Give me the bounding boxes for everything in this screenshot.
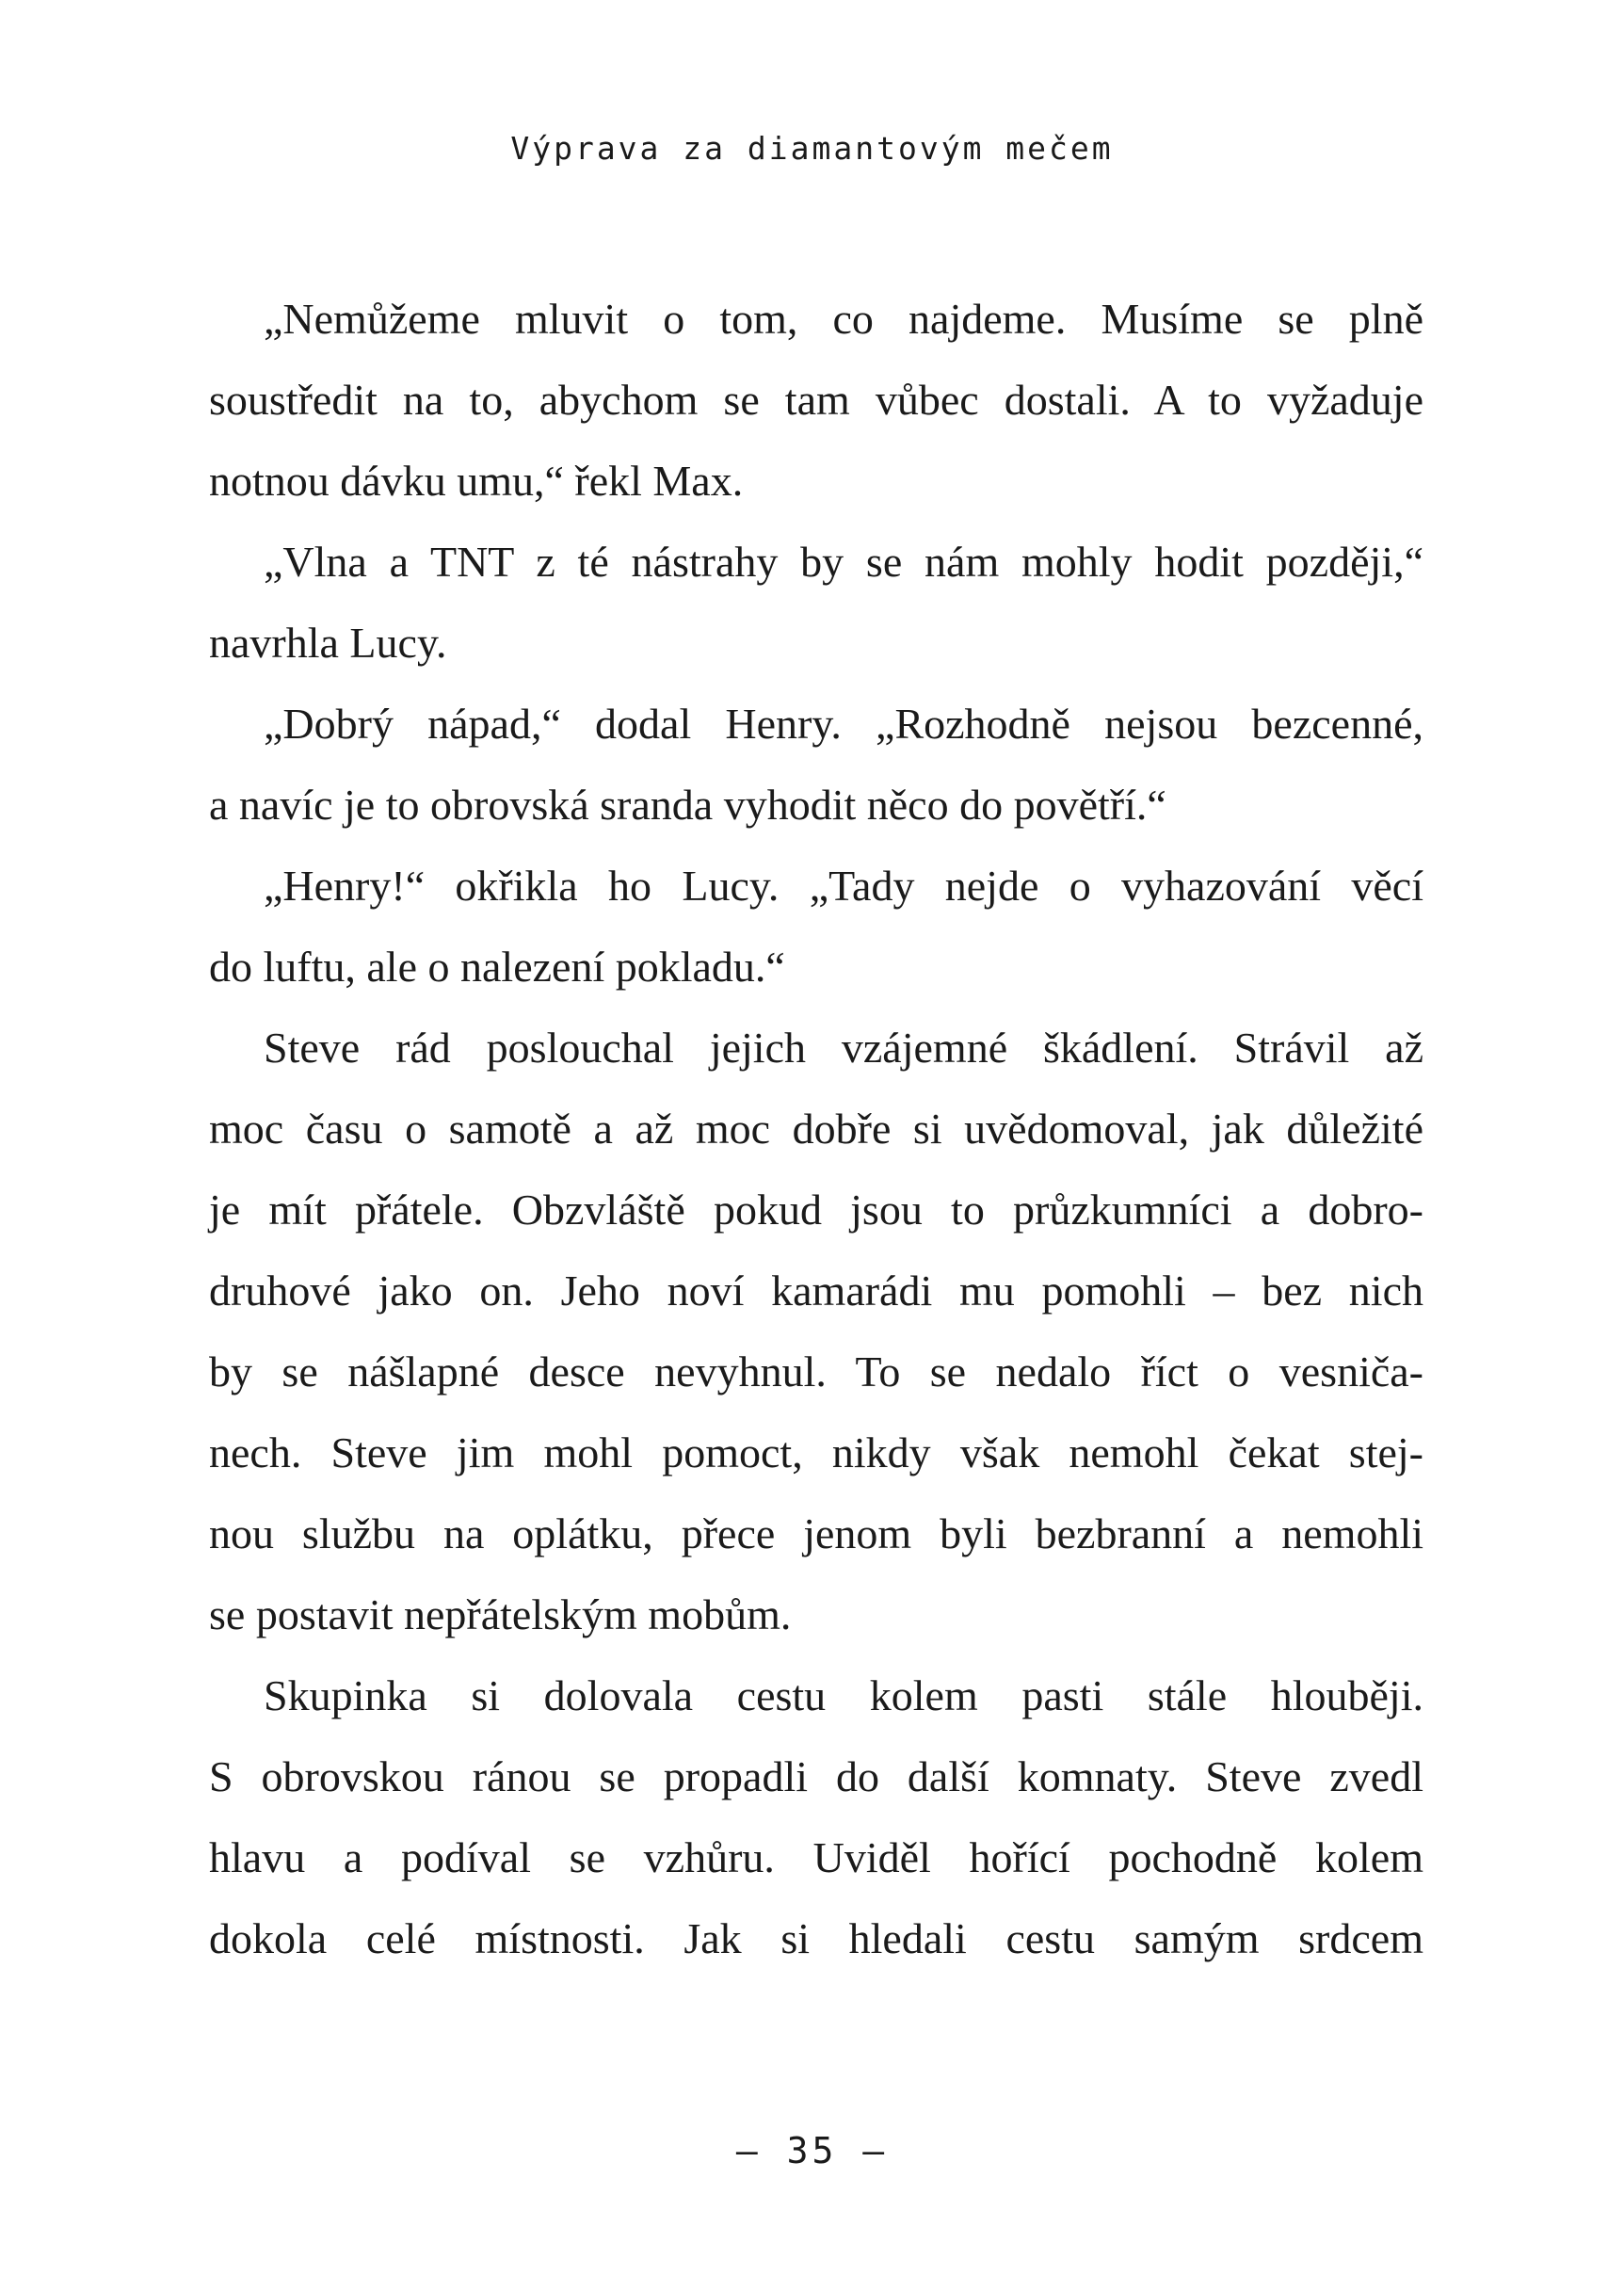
text-line: moc času o samotě a až moc dobře si uvědomoval, jak důležité <box>209 1105 1423 1153</box>
text-line: „Vlna a TNT z té nástrahy by se nám mohly hodit později,“ <box>264 538 1423 586</box>
text-line: nou službu na oplátku, přece jenom byli bezbranní a nemohli <box>209 1509 1423 1557</box>
page-number: – 35 – <box>735 2130 889 2171</box>
text-line: je mít přátele. Obzvláště pokud jsou to průzkumníci a dobro- <box>209 1186 1423 1234</box>
text-line: navrhla Lucy. <box>209 619 447 667</box>
text-line: notnou dávku umu,“ řekl Max. <box>209 457 744 505</box>
body-text <box>209 279 1423 1979</box>
text-line: nech. Steve jim mohl pomoct, nikdy však nemohl čekat stej- <box>209 1428 1423 1476</box>
running-header: Výprava za diamantovým mečem <box>510 130 1114 167</box>
text-line: do luftu, ale o nalezení pokladu.“ <box>209 943 785 991</box>
text-line: se postavit nepřátelským mobům. <box>209 1590 792 1638</box>
text-line: druhové jako on. Jeho noví kamarádi mu pomohli – bez nich <box>209 1267 1423 1315</box>
text-line: soustředit na to, abychom se tam vůbec dostali. A to vyžaduje <box>209 376 1423 424</box>
text-line: „Nemůžeme mluvit o tom, co najdeme. Musíme se plně <box>264 295 1423 343</box>
text-line: S obrovskou ránou se propadli do další komnaty. Steve zvedl <box>209 1752 1423 1800</box>
text-line: „Henry!“ okřikla ho Lucy. „Tady nejde o vyhazování věcí <box>264 862 1423 910</box>
text-line: hlavu a podíval se vzhůru. Uviděl hořící pochodně kolem <box>209 1833 1423 1881</box>
text-line: by se nášlapné desce nevyhnul. To se nedalo říct o vesniča- <box>209 1347 1423 1396</box>
text-line: dokola celé místnosti. Jak si hledali cestu samým srdcem <box>209 1914 1423 1962</box>
text-line: a navíc je to obrovská sranda vyhodit něco do povětří.“ <box>209 781 1166 829</box>
text-line: Skupinka si dolovala cestu kolem pasti stále hlouběji. <box>264 1671 1423 1719</box>
text-line: „Dobrý nápad,“ dodal Henry. „Rozhodně nejsou bezcenné, <box>264 700 1423 748</box>
text-line: Steve rád poslouchal jejich vzájemné škádlení. Strávil až <box>264 1024 1423 1072</box>
